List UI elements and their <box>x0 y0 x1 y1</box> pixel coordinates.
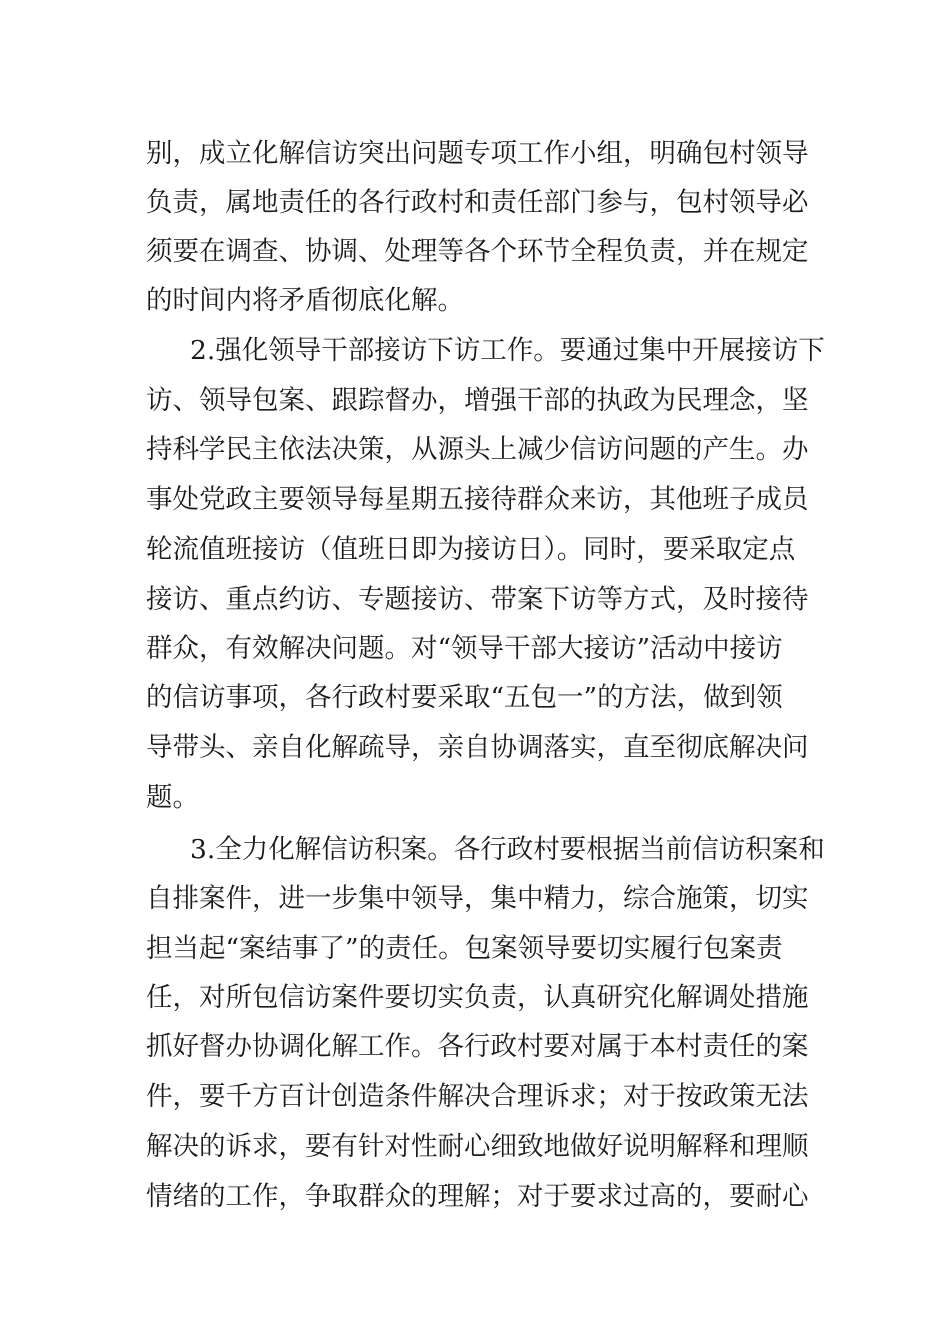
text-line: 件，要千方百计创造条件解决合理诉求；对于按政策无法 <box>146 1081 809 1112</box>
text-line: 群众，有效解决问题。对“领导干部大接访”活动中接访 <box>146 633 783 664</box>
text-line: 别，成立化解信访突出问题专项工作小组，明确包村领导 <box>146 138 809 169</box>
text-line: 任，对所包信访案件要切实负责，认真研究化解调处措施 <box>146 982 809 1013</box>
text-line: 须要在调查、协调、处理等各个环节全程负责，并在规定 <box>146 236 809 267</box>
text-line: 访、领导包案、跟踪督办，增强干部的执政为民理念，坚 <box>146 385 809 416</box>
text-line: 持科学民主依法决策，从源头上减少信访问题的产生。办 <box>146 434 809 465</box>
text-line: 解决的诉求，要有针对性耐心细致地做好说明解释和理顺 <box>146 1131 809 1162</box>
text-line: 导带头、亲自化解疏导，亲自协调落实，直至彻底解决问 <box>146 732 809 763</box>
text-line: 情绪的工作，争取群众的理解；对于要求过高的，要耐心 <box>146 1181 809 1212</box>
text-line: 题。 <box>146 782 199 813</box>
text-line: 担当起“案结事了”的责任。包案领导要切实履行包案责 <box>146 933 783 964</box>
text-line: 的时间内将矛盾彻底化解。 <box>146 285 464 316</box>
text-line: 接访、重点约访、专题接访、带案下访等方式，及时接待 <box>146 584 809 615</box>
paragraph-heading-line: 2.强化领导干部接访下访工作。要通过集中开展接访下 <box>190 335 825 366</box>
text-line: 负责，属地责任的各行政村和责任部门参与，包村领导必 <box>146 187 809 218</box>
text-line: 抓好督办协调化解工作。各行政村要对属于本村责任的案 <box>146 1031 809 1062</box>
paragraph-heading-line: 3.全力化解信访积案。各行政村要根据当前信访积案和 <box>190 834 825 865</box>
text-line: 自排案件，进一步集中领导，集中精力，综合施策，切实 <box>146 883 809 914</box>
text-line: 轮流值班接访（值班日即为接访日）。同时，要采取定点 <box>146 534 796 565</box>
text-line: 事处党政主要领导每星期五接待群众来访，其他班子成员 <box>146 484 809 515</box>
text-line: 的信访事项，各行政村要采取“五包一”的方法，做到领 <box>146 682 783 713</box>
